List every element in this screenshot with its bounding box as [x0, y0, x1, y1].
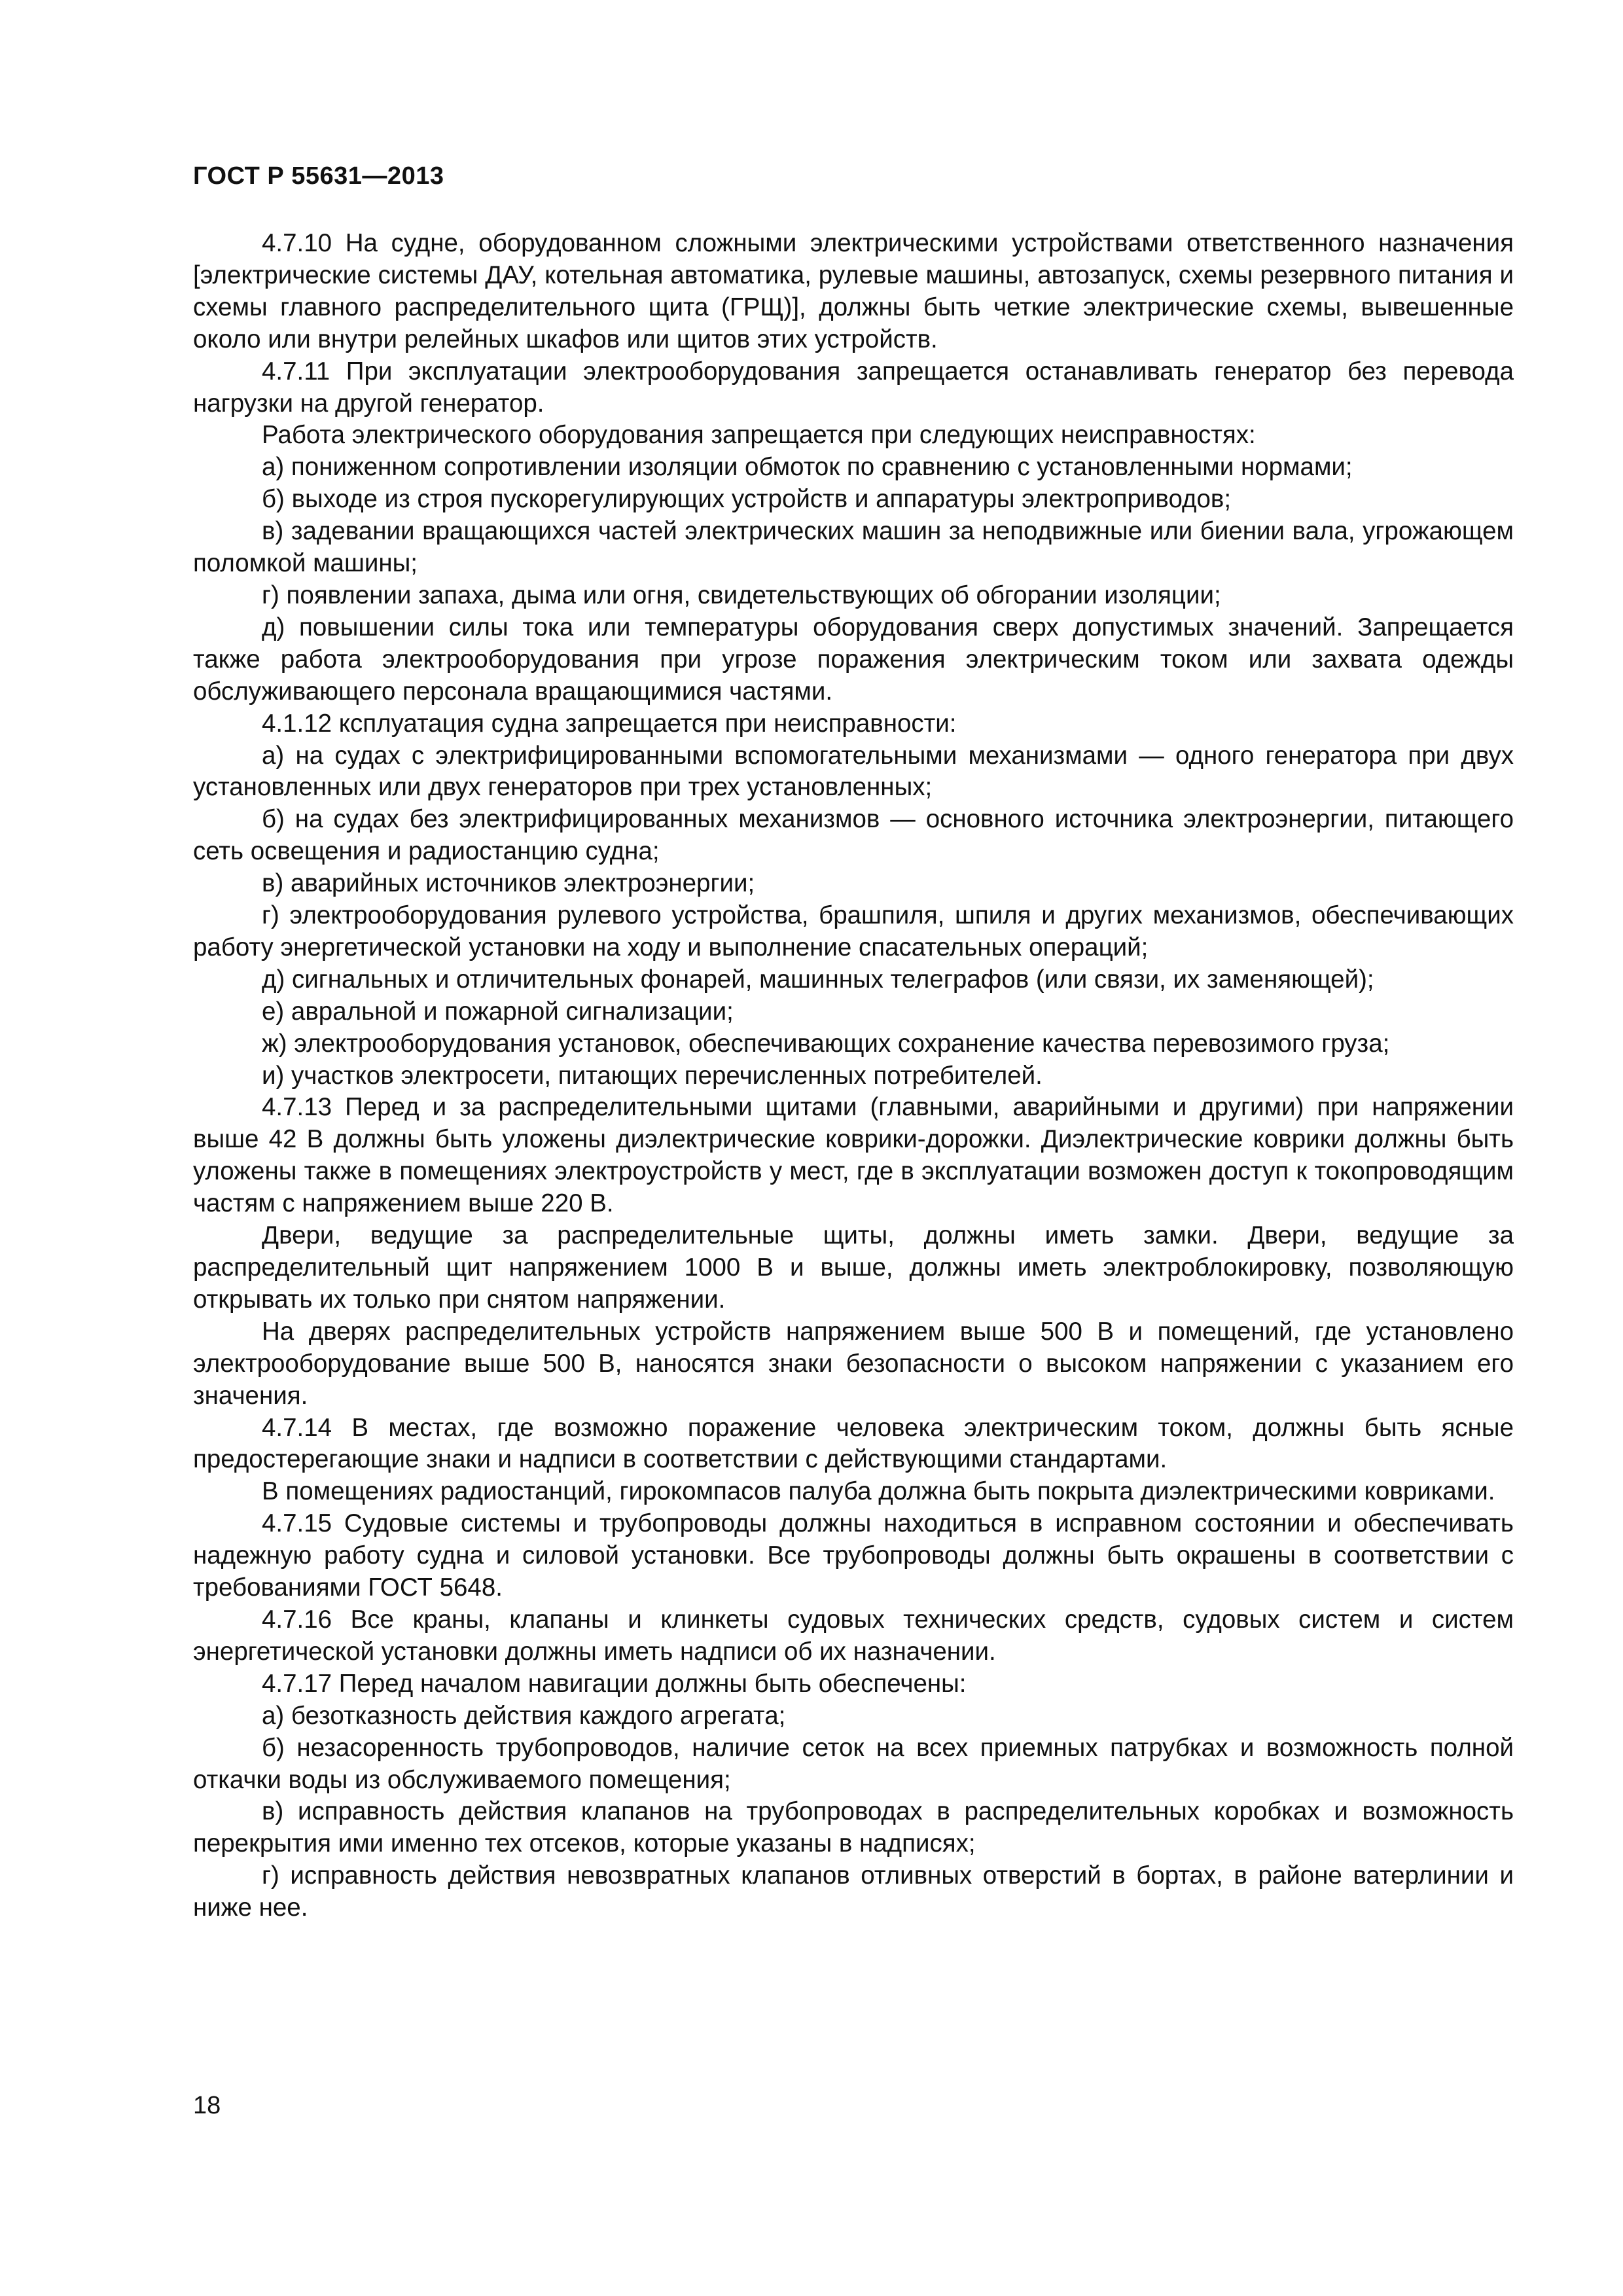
paragraph: На дверях распределительных устройств напряжением выше 500 В и помещений, где установлено электрооборудование выше 500 В, наносятся знаки безопасности о высоком напряжении с указанием его значения. — [193, 1317, 1514, 1410]
list-item: г) электрооборудования рулевого устройства, брашпиля, шпиля и других механизмов, обеспечивающих работу энергетической установки на ходу и выполнение спасательных операций; — [193, 901, 1514, 961]
document-body — [193, 228, 1514, 1924]
list-item: б) на судах без электрифицированных механизмов — основного источника электроэнергии, питающего сеть освещения и радиостанцию судна; — [193, 805, 1514, 866]
paragraph-4-7-16: 4.7.16 Все краны, клапаны и клинкеты судовых технических средств, судовых систем и систем энергетической установки должны иметь надписи об их назначении. — [193, 1605, 1514, 1666]
list-item: д) повышении силы тока или температуры оборудования сверх допустимых значений. Запрещается также работа электрооборудования при угрозе поражения электрическим током или захвата одежды обслуживающего персонала вращающимися частями. — [193, 613, 1514, 706]
paragraph-4-7-14: 4.7.14 В местах, где возможно поражение человека электрическим током, должны быть ясные предостерегающие знаки и надписи в соответствии с действующими стандартами. — [193, 1413, 1514, 1474]
list-item: г) исправность действия невозвратных клапанов отливных отверстий в бортах, в районе ватерлинии и ниже нее. — [193, 1861, 1514, 1922]
page-number: 18 — [193, 2092, 221, 2119]
list-item: б) незасоренность трубопроводов, наличие сеток на всех приемных патрубках и возможность полной откачки воды из обслуживаемого помещения; — [193, 1733, 1514, 1794]
list-item: в) задевании вращающихся частей электрических машин за неподвижные или биении вала, угрожающем поломкой машины; — [193, 517, 1514, 578]
paragraph: В помещениях радиостанций, гирокомпасов палуба должна быть покрыта диэлектрическими ковриками. — [262, 1477, 1495, 1506]
paragraph-4-7-13: 4.7.13 Перед и за распределительными щитами (главными, аварийными и другими) при напряжении выше 42 В должны быть уложены диэлектрические коврики-дорожки. Диэлектрические коврики должны быть уложены также в помещениях электроустройств у мест, где в эксплуатации возможен доступ к токопроводящим частям с напряжением выше 220 В. — [193, 1093, 1514, 1218]
paragraph-4-7-15: 4.7.15 Судовые системы и трубопроводы должны находиться в исправном состоянии и обеспечивать надежную работу судна и силовой установки. Все трубопроводы должны быть окрашены в соответствии с требованиями ГОСТ 5648. — [193, 1509, 1514, 1602]
list-item: а) пониженном сопротивлении изоляции обмоток по сравнению с установленными нормами; — [262, 453, 1353, 482]
list-item: в) исправность действия клапанов на трубопроводах в распределительных коробках и возможность перекрытия ими именно тех отсеков, которые указаны в надписях; — [193, 1797, 1514, 1858]
paragraph-4-7-11: 4.7.11 При эксплуатации электрооборудования запрещается останавливать генератор без перевода нагрузки на другой генератор. — [193, 357, 1514, 418]
document-code-header: ГОСТ Р 55631—2013 — [193, 162, 444, 190]
list-item: и) участков электросети, питающих перечисленных потребителей. — [262, 1061, 1043, 1090]
paragraph-4-7-17: 4.7.17 Перед началом навигации должны быть обеспечены: — [262, 1669, 967, 1698]
list-item: а) безотказность действия каждого агрегата; — [262, 1701, 786, 1730]
list-item: е) авральной и пожарной сигнализации; — [262, 997, 734, 1026]
paragraph-4-1-12: 4.1.12 ксплуатация судна запрещается при неисправности: — [262, 709, 957, 738]
list-item: в) аварийных источников электроэнергии; — [262, 869, 755, 898]
paragraph: Двери, ведущие за распределительные щиты, должны иметь замки. Двери, ведущие за распределительный щит напряжением 1000 В и выше, должны иметь электроблокировку, позволяющую открывать их только при снятом напряжении. — [193, 1221, 1514, 1314]
paragraph: Работа электрического оборудования запрещается при следующих неисправностях: — [262, 421, 1256, 450]
paragraph-4-7-10: 4.7.10 На судне, оборудованном сложными электрическими устройствами ответственного назначения [электрические системы ДАУ, котельная автоматика, рулевые машины, автозапуск, схемы резервного питания и схемы главного распределительного щита (ГРЩ)], должны быть четкие электрические схемы, вывешенные около или внутри релейных шкафов или щитов этих устройств. — [193, 229, 1514, 353]
list-item: д) сигнальных и отличительных фонарей, машинных телеграфов (или связи, их заменяющей); — [262, 965, 1374, 994]
list-item: ж) электрооборудования установок, обеспечивающих сохранение качества перевозимого груза; — [262, 1029, 1390, 1058]
list-item: г) появлении запаха, дыма или огня, свидетельствующих об обгорании изоляции; — [262, 581, 1221, 609]
list-item: а) на судах с электрифицированными вспомогательными механизмами — одного генератора при двух установленных или двух генераторов при трех установленных; — [193, 741, 1514, 802]
list-item: б) выходе из строя пускорегулирующих устройств и аппаратуры электроприводов; — [262, 485, 1232, 514]
